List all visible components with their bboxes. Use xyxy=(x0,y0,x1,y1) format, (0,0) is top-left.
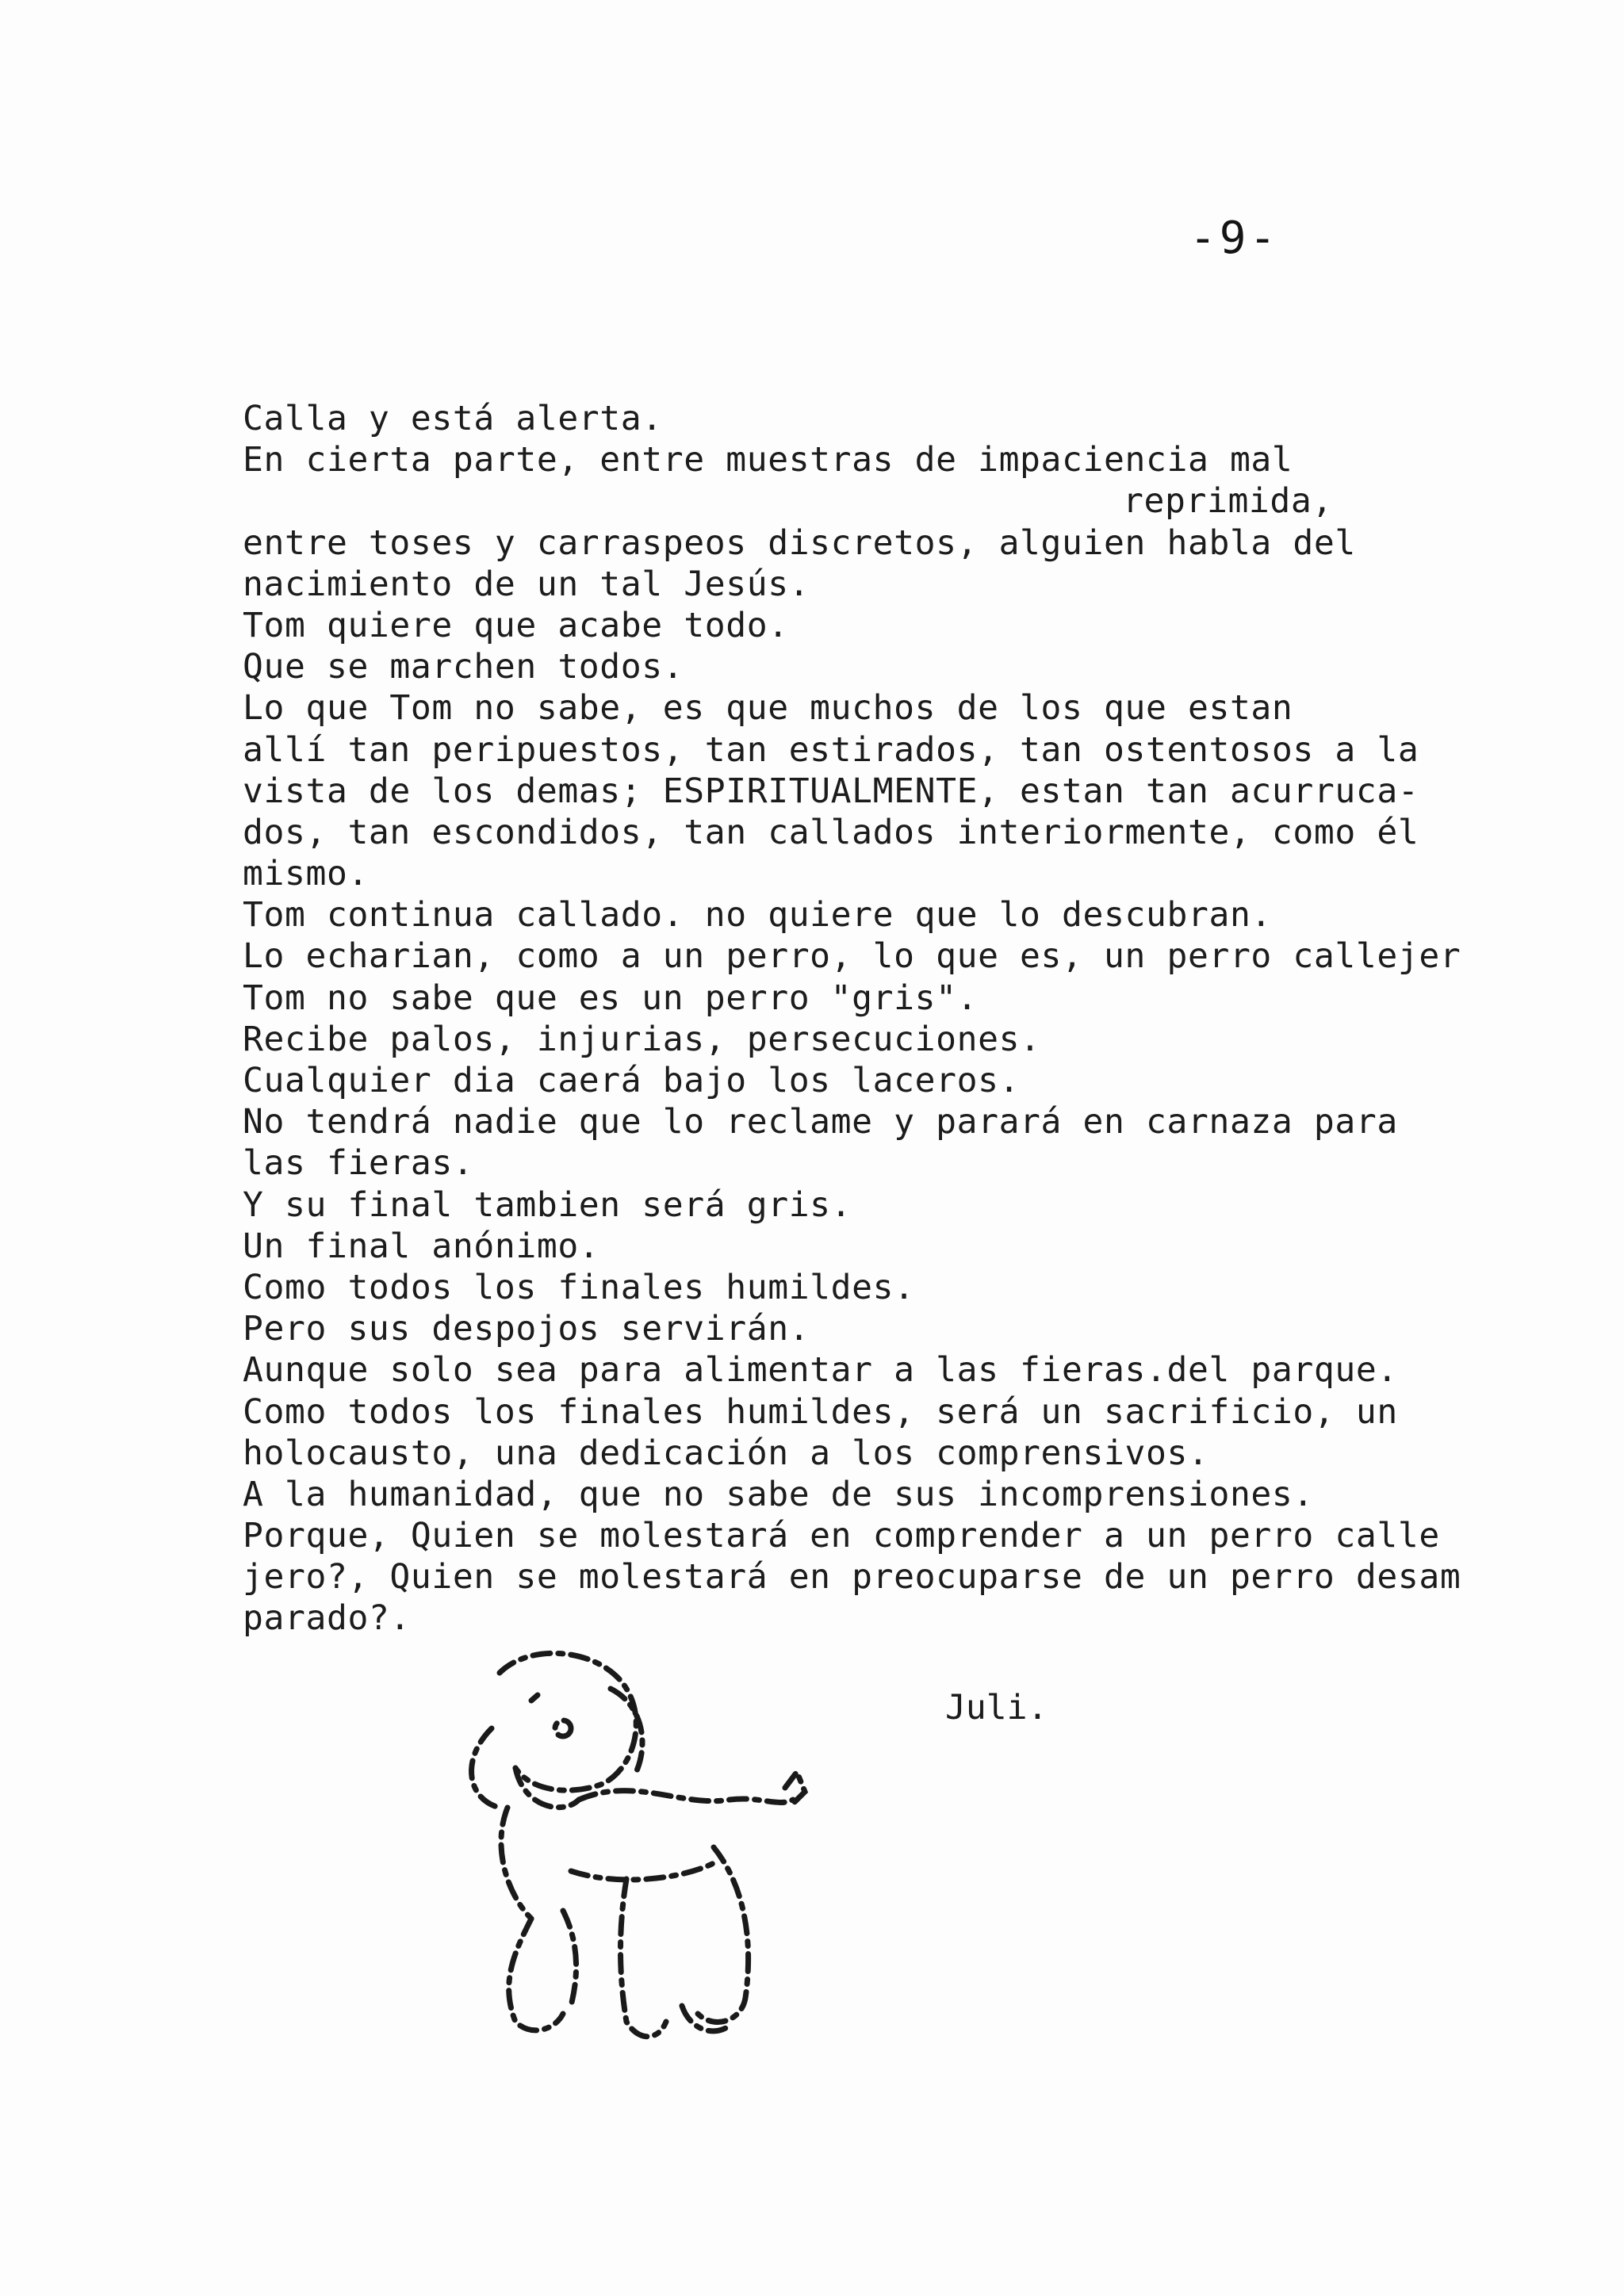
text-line: reprimida, xyxy=(1123,481,1333,522)
dog-paw xyxy=(682,2006,730,2031)
text-line: Tom no sabe que es un perro "gris". xyxy=(243,978,979,1018)
text-line: No tendrá nadie que lo reclame y parará en carnaza para xyxy=(243,1102,1398,1142)
text-line: allí tan peripuestos, tan estirados, tan ostentosos a la xyxy=(243,729,1419,770)
dog-front-leg-left xyxy=(509,1919,563,2030)
text-line: En cierta parte, entre muestras de impaciencia mal xyxy=(243,440,1293,480)
dog-belly xyxy=(571,1863,714,1880)
text-line: jero?, Quien se molestará en preocuparse de un perro desam xyxy=(243,1557,1461,1598)
text-line: Cualquier dia caerá bajo los laceros. xyxy=(243,1061,1021,1100)
text-line: nacimiento de un tal Jesús. xyxy=(243,564,810,604)
body-text xyxy=(243,398,1480,1640)
text-line: parado?. xyxy=(243,1598,411,1639)
text-line: Lo echarian, como a un perro, lo que es, un perro callejer xyxy=(243,936,1461,977)
text-line: Lo que Tom no sabe, es que muchos de los que estan xyxy=(243,688,1293,729)
text-line: Porque, Quien se molestará en comprender a un perro calle xyxy=(243,1516,1440,1556)
text-line: Tom quiere que acabe todo. xyxy=(243,605,789,645)
text-line: dos, tan escondidos, tan callados interiormente, como él xyxy=(243,812,1419,852)
text-line: Calla y está alerta. xyxy=(243,399,663,438)
dog-ear-left xyxy=(472,1728,500,1808)
text-line: las fieras. xyxy=(243,1143,474,1184)
page-number: -9- xyxy=(1189,212,1280,264)
text-line: holocausto, una dedicación a los comprensivos. xyxy=(243,1433,1209,1473)
dog-tail xyxy=(785,1772,805,1804)
text-line: mismo. xyxy=(243,854,369,894)
text-line: vista de los demas; ESPIRITUALMENTE, estan tan acurruca- xyxy=(243,771,1419,811)
text-line: Y su final tambien será gris. xyxy=(243,1184,852,1225)
dog-hind-leg-right xyxy=(698,1847,749,2022)
text-line: Tom continua callado. no quiere que lo descubran. xyxy=(243,895,1272,936)
text-line: Recibe palos, injurias, persecuciones. xyxy=(243,1019,1041,1059)
dog-back xyxy=(579,1791,793,1803)
text-line: Un final anónimo. xyxy=(243,1226,600,1266)
dog-front-leg-right xyxy=(563,1911,576,2006)
dog-eye xyxy=(531,1695,538,1701)
text-line: entre toses y carraspeos discretos, alguien habla del xyxy=(243,522,1356,563)
text-line: Pero sus despojos servirán. xyxy=(243,1309,810,1349)
text-line: A la humanidad, que no sabe de sus incomprensiones. xyxy=(243,1474,1314,1514)
dog-nose xyxy=(555,1720,571,1736)
text-line: Aunque solo sea para alimentar a las fieras.del parque. xyxy=(243,1350,1398,1391)
dog-chest xyxy=(501,1808,531,1919)
dog-drawing xyxy=(444,1609,825,2053)
text-line: Que se marchen todos. xyxy=(243,647,684,687)
signature: Juli. xyxy=(945,1688,1048,1728)
text-line: Como todos los finales humildes, será un sacrificio, un xyxy=(243,1391,1398,1432)
dog-hind-leg-left xyxy=(621,1879,667,2037)
text-line: Como todos los finales humildes. xyxy=(243,1267,915,1307)
